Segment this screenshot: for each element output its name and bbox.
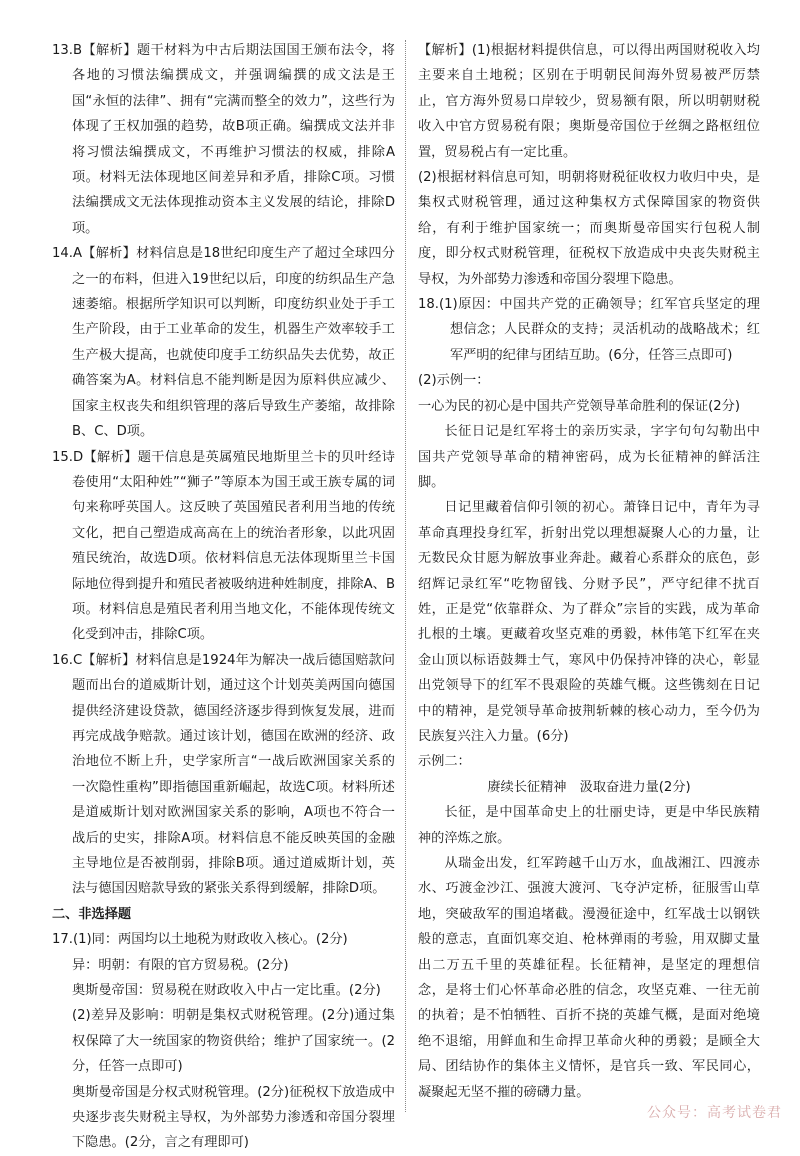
answer-17-difference-ming: 异：明朝：有限的官方贸易税。(2分)	[72, 957, 289, 973]
example-two-label: 示例二：	[418, 754, 471, 770]
answer-17-part2-ottoman: 奥斯曼帝国是分权式财税管理。(2分)征税权下放造成中央逐步丧失财税主导权，为外部势力渗透和帝国分裂埋下隐患。(2分，言之有理即可)	[72, 1084, 395, 1151]
example-two-intro: 长征，是中国革命史上的壮丽史诗，更是中华民族精神的淬炼之旅。	[418, 805, 760, 846]
answer-17-part2: (2)差异及影响：明朝是集权式财税管理。(2分)通过集权保障了大一统国家的物资供给；维护了国家统一。(2分，任答一点即可)	[72, 1008, 395, 1075]
watermark: 公众号：高考试卷君	[647, 1105, 782, 1121]
example-two-body: 从瑞金出发，红军跨越千山万水，血战湘江、四渡赤水、巧渡金沙江、强渡大渡河、飞夺泸定桥，征服雪山草地，突破敌军的围追堵截。漫漫征途中，红军战士以钢铁般的意志，直面饥寒交迫、枪林弹雨的考验，用双脚丈量出二万五千里的英雄征程。长征精神，是坚定的理想信念，是将士们心怀革命必胜的信念，攻坚克难、一往无前的执着；是不怕牺牲、百折不挠的英雄气概，是面对绝境绝不退缩，用鲜血和生命捍卫革命火种的勇毅；是顾全大局、团结协作的集体主义情怀，是官兵一致、军民同心，凝聚起无坚不摧的磅礴力量。	[418, 856, 760, 1100]
answer-14: 14.A【解析】材料信息是18世纪印度生产了超过全球四分之一的布料，但进入19世纪以后，印度的纺织品生产急速萎缩。根据所学知识可以判断，印度纺织业处于手工生产阶段，由于工业革命的发生，机器生产效率较手工生产极大提高，也就使印度手工纺织品失去优势，故正确答案为A。材料信息不能判断是因为原料供应减少、国家主权丧失和组织管理的落后导致生产萎缩，故排除B、C、D项。	[52, 246, 395, 440]
column-divider	[405, 40, 406, 1112]
answer-16: 16.C【解析】材料信息是1924年为解决一战后德国赔款问题而出台的道威斯计划，通过这个计划英美两国向德国提供经济建设贷款，德国经济逐步得到恢复发展，进而再完成战争赔款。通过该计划，德国在欧洲的经济、政治地位不断上升，史学家所言“一战后欧洲国家关系的一次隐性重构”即指德国重新崛起，故选C项。材料所述是道威斯计划对欧洲国家关系的影响，A项也不符合一战后的史实，排除A项。材料信息不能反映英国的金融主导地位是否被削弱，排除B项。通过道威斯计划，英法与德国因赔款导致的紧张关系得到缓解，排除D项。	[52, 652, 395, 897]
analysis-17-part2: (2)根据材料信息可知，明朝将财税征收权力收归中央，是集权式财税管理，通过这种集权方式保障国家的物资供给，有利于维护国家统一；而奥斯曼帝国实行包税人制度，即分权式财税管理，征税权下放造成中央丧失财税主导权，为外部势力渗透和帝国分裂埋下隐患。	[418, 170, 760, 287]
example-one-intro: 长征日记是红军将士的亲历实录，字字句句勾勒出中国共产党领导革命的精神密码，成为长征精神的鲜活注脚。	[418, 424, 760, 490]
example-two-title: 赓续长征精神 汲取奋进力量(2分)	[487, 779, 691, 795]
answer-17-difference-ottoman: 奥斯曼帝国：贸易税在财政收入中占一定比重。(2分)	[72, 983, 381, 999]
left-column	[52, 38, 395, 1156]
example-one-label: (2)示例一：	[418, 373, 490, 389]
answer-17-part1: 17.(1)同：两国均以土地税为财政收入核心。(2分)	[52, 932, 348, 948]
example-one-thesis: 一心为民的初心是中国共产党领导革命胜利的保证(2分)	[418, 398, 740, 414]
right-column	[418, 38, 760, 1105]
answer-13: 13.B【解析】题干材料为中古后期法国国王颁布法令，将各地的习惯法编撰成文，并强调编撰的成文法是王国“永恒的法律”、拥有“完满而整全的效力”，这些行为体现了王权加强的趋势，故B项正确。编撰成文法并非将习惯法编撰成文，不再维护习惯法的权威，排除A项。材料无法体现地区间差异和矛盾，排除C项。习惯法编撰成文无法体现推动资本主义发展的结论，排除D项。	[52, 43, 395, 236]
analysis-17-part1: 【解析】(1)根据材料提供信息，可以得出两国财税收入均主要来自土地税；区别在于明朝民间海外贸易被严厉禁止，官方海外贸易口岸较少，贸易额有限，所以明朝财税收入中官方贸易税有限；奥斯曼帝国位于丝绸之路枢纽位置，贸易税占有一定比重。	[418, 43, 760, 160]
answer-15: 15.D【解析】题干信息是英属殖民地斯里兰卡的贝叶经诗卷使用“太阳种姓”“狮子”等原本为国王或王族专属的词句来称呼英国人。这反映了英国殖民者利用当地的传统文化，把自己塑造成高高在上的统治者形象，以此巩固殖民统治，故选D项。依材料信息无法体现斯里兰卡国际地位得到提升和殖民者被吸纳进种姓制度，排除A、B项。材料信息是殖民者利用当地文化，不能体现传统文化受到冲击，排除C项。	[52, 449, 395, 643]
answer-18-part1: 18.(1)原因：中国共产党的正确领导；红军官兵坚定的理想信念；人民群众的支持；灵活机动的战略战术；红军严明的纪律与团结互助。(6分，任答三点即可)	[418, 297, 760, 363]
example-one-body: 日记里藏着信仰引领的初心。萧锋日记中，青年为寻革命真理投身红军，折射出党以理想凝聚人心的力量，让无数民众甘愿为解放事业奔赴。藏着心系群众的底色，彭绍辉记录红军“吃物留钱、分财予民”，严守纪律不扰百姓，正是党“依靠群众、为了群众”宗旨的实践，成为革命扎根的土壤。更藏着攻坚克难的勇毅，林伟笔下红军在夹金山顶以标语鼓舞士气，寒风中仍保持冲锋的决心，彰显出党领导下的红军不畏艰险的英雄气概。这些镌刻在日记中的精神，是党领导革命披荆斩棘的核心动力，至今仍为民族复兴注入力量。(6分)	[418, 500, 760, 744]
section-heading: 二、非选择题	[52, 906, 132, 922]
